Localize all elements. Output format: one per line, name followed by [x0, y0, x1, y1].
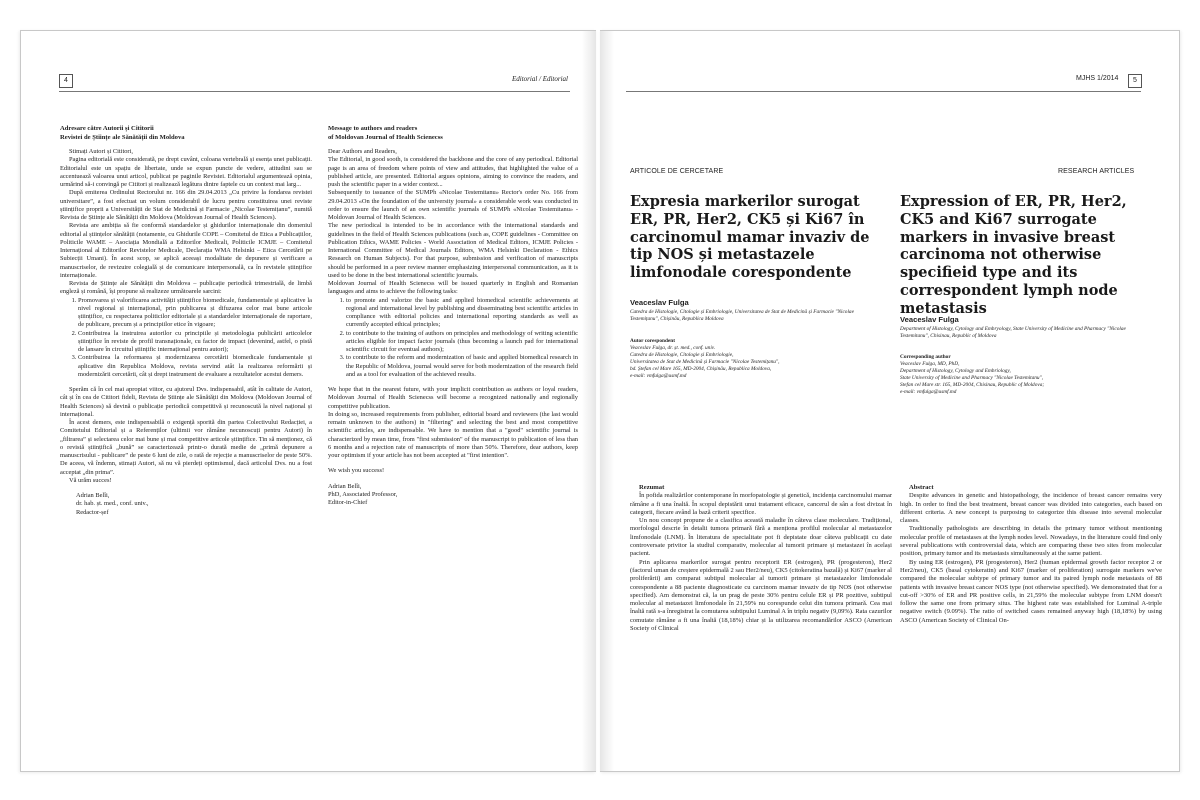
signature-line: dr. hab. șt. med., conf. univ.,: [76, 500, 149, 508]
signature-line: Editor-in-Chief: [328, 499, 368, 507]
signature-line: PhD, Associated Professor,: [328, 490, 398, 498]
abstract-en-paragraph: Despite advances in genetic and histopathology, the incidence of breast cancer remains very high. In order to find the best treatment, breast cancer was divided into categories, each based on different criteria. A new concept is purposing to categorize this disease into several molecular classes.: [900, 492, 1162, 525]
editorial-ro-task-list: [60, 297, 312, 380]
editorial-ro-column: [60, 125, 312, 517]
list-item: 2. Contribuirea la instruirea autorilor cu principiile și metodologia publicării articolelor științifice în reviste de profil transnaționale, cu factor de impact (devenind, astfel, o pistă de lansare în circuitul științific internațional pentru autori);: [78, 330, 312, 355]
corr-line: Universitatea de Stat de Medicină și Farmacie "Nicolae Testemițanu",: [630, 359, 780, 365]
abstract-en-paragraph: By using ER (estrogen), PR (progesteron), Her2 (human epidermal growth factor receptor 2 or Her2/neu), CK5 (basal cytokeratin) and Ki67 (marker of proliferation) surrogate markers we've compared the molecular subtype of primary tumor and its paired lymph node metastasis of 88 patients with invasive breast cancer NOS type (not otherwise specified). We demonstrated that for a cut-off >30% of ER and PR positive cells, in 21,59% the molecular subtype from LNM doesn't follow the same one from primary situs. The highest rate was established for Luminal A-triple negative switch (9.09%). The ratio of switched cases remained anyway high (18,18%) by using ASCO (American Society of Clinical On-: [900, 558, 1162, 624]
right-page: [600, 30, 1180, 772]
signature-line: Adrian Belîi,: [328, 482, 362, 490]
header-rule-left: [59, 91, 570, 92]
affiliation-ro: Catedra de Histologie, Citologie și Embriologie, Universitatea de Stat de Medicină și Farmacie "Nicolae Testemițanu", Chișinău, Republica Moldova: [630, 309, 854, 322]
editorial-ro-signature: [60, 492, 312, 517]
editorial-ro-paragraph: Revista de Științe ale Sănătății din Moldova – publicație periodică trimestrială, de limbă engleză și română, își propune să realizeze următoarele sarcini:: [60, 280, 312, 296]
article-title-en: Expression of ER, PR, Her2, CK5 and Ki67 surrogate markers in invasive breast carcinoma not otherwise specifieid type and its correspondent lymph node metastasis: [900, 193, 1127, 317]
left-page: [20, 30, 596, 772]
editorial-en-paragraph: Subsequently to issuance of the SUMPh «Nicolae Testemitanu» Rector's order No. 166 from 29.04.2013 «On the foundation of the university journal» a considerable work was conducted in order to ensure the launch of an own scientific journals of SUMPh «Nicolae Testemitanu» - Moldovan Journal of Health Sciences.: [328, 189, 578, 222]
editorial-ro-salutation: Stimați Autori și Cititori,: [69, 148, 133, 156]
author-en: Veaceslav Fulga: [900, 315, 959, 324]
editorial-ro-heading-line2: Revistei de Științe ale Sănătății din Moldova: [60, 133, 185, 141]
section-label-en: RESEARCH ARTICLES: [1058, 168, 1135, 175]
gutter-shadow-right: [600, 31, 614, 771]
editorial-en-column: [328, 125, 578, 507]
editorial-en-heading-line2: of Moldovan Journal of Health Scienecss: [328, 133, 443, 141]
editorial-en-heading-line1: Message to authors and readers: [328, 125, 418, 132]
corr-line: bd. Ștefan cel Mare 165, MD-2004, Chișinău, Republica Moldova,: [630, 366, 772, 372]
signature-line: Redactor-șef: [76, 508, 109, 516]
editorial-ro-paragraph: Pagina editorială este considerată, pe drept cuvânt, coloana vertebrală și esența unei publicații. Editorialul este un spațiu de libertate, unde se expun puncte de vedere, atitudini sau se accentuează valoarea unui articol, publicat pe paginile Revistei. Editorialul argumentează opinia, urmărind să-i convingă pe Cititori și realizează legătura dintre faptele cu un context mai larg...: [60, 156, 312, 189]
gutter-shadow-left: [582, 31, 596, 771]
editorial-ro-paragraph: Revista are ambiția să fie conformă standardelor și ghidurilor internaționale din domeniul editorial al științelor sănătății (notamente, cu Ghidurile COPE – Comitetul de Etica a Publicațiilor, Politicile WAME – Asociația Mondială a Editorilor Medicali, Politicile ICMJE – Comitetul Internațional al Editorilor Revistelor Medicale, Declarația WMA Helsinki – Etica Cercetării pe Subiecții Umani). În acest scop, se aplică aceeași modalitate de depunere și verificare a manuscriselor, de revizuire colegială și de comunicare interpersonală, ca în revistele științifice internaționale.: [60, 222, 312, 279]
header-rule-right: [626, 91, 1141, 92]
list-item: 1. to promote and valorize the basic and applied biomedical scientific achievements at regional and international level by publishing and disseminating best scientific articles in compliance with editorial policies and international reporting standards as well as currently accepted ethical principles;: [346, 297, 578, 330]
editorial-en-paragraph: Moldovan Journal of Health Scienecss will be issued quarterly in English and Romanian languages and aims to achieve the following tasks:: [328, 280, 578, 296]
abstract-ro-paragraph: Prin aplicarea markerilor surogat pentru receptorii ER (estrogen), PR (progesteron), Her2 (factorul uman de creștere epidermală 2 sau Her2/neu), CK5 (citokeratina bazală) și Ki67 (marker al proliferării) am comparat subtipul molecular al tumorii primare și metastazelor limfonodale corespondente a 88 paciente diagnosticate cu carcinom mamar invaziv de tip NOS (not otherwise specified). Am demonstrat că, la un prag de peste 30% pentru celule ER și PR pozitive, subtipul molecular al metastazei limfonodale în 21,59% nu corespunde celui din tumora primară. Cea mai înaltă rată s-a înregistrat la comutarea subtipului Luminal A în triplu negativ (9,09%). Rata cazurilor comutate rămâne a fi una înaltă (18,18%) chiar și la utilizarea recomandărilor ASCO (American Society of Clinical: [630, 558, 892, 633]
editorial-en-paragraph: In doing so, increased requirements from publisher, editorial board and reviewers (the last would remain unknown to the authors) in "filtering" and selecting the best and most competitive scientific articles, are indispensable. We have to mention that a "good" scientific journal is characterized by mean time, from "first submission" of the manuscript to publication of less than 6 months and a rejection rate of manuscripts of more than 50%. Therefore, dear authors, keep your optimism if your article has not been accepted at "first intention".: [328, 410, 578, 460]
corr-line: Department of Histology, Cytology and Embriology,: [900, 368, 1011, 374]
abstract-ro-title: Rezumat: [639, 484, 665, 491]
abstract-ro-paragraph: În pofida realizărilor contemporane în morfopatologie și genetică, incidența carcinomului mamar rămâne a fi una înaltă. În scopul depistării unui tratament eficace, cancerul de sân a fost divizat în categorii, fiecare având la bază criterii specifice.: [630, 492, 892, 516]
editorial-ro-heading-line1: Adresare către Autorii și Cititorii: [60, 125, 154, 132]
list-item: 2. to contribute to the training of authors on principles and methodology of writing scientific articles eligible for impact factor journals (thus becoming a launch pad for international scientific circuit for eventual authors);: [346, 330, 578, 355]
abstract-en-paragraph: Traditionally pathologists are describing in details the primary tumor without mentioning molecular profile of metastases at the lymph nodes level. Nowadays, in the literature could find only several publications with controversial data, which are comparing these two sites from molecular position, primary tumor and its metastasis simultaneously at the same patient.: [900, 525, 1162, 558]
editorial-en-closing: We wish you success!: [328, 467, 385, 475]
signature-line: Adrian Belîi,: [76, 492, 110, 500]
author-ro: Veaceslav Fulga: [630, 298, 689, 307]
corr-line: Stefan cel Mare str. 165, MD-2004, Chisinau, Republic of Moldova;: [900, 382, 1045, 388]
list-item: 1. Promovarea și valorificarea activității științifice biomedicale, fundamentale și aplicative la nivel regional și internațional, prin publicarea și difuzarea celor mai bune articole științifice, cu respectarea politicilor editoriale și a standardelor internaționale de raportare, de publicare, precum și a principiilor etice în vigoare;: [78, 297, 312, 330]
corr-line: Catedra de Histologie, Citologie și Embriologie,: [630, 352, 734, 358]
affiliation-en: Department of Histology, Cytology and Embryology, State University of Medicine and Pharmacy "Nicolae Testemitanu", Chisinau, Republic of Moldova: [900, 326, 1126, 339]
running-head-left: Editorial / Editorial: [511, 75, 568, 83]
editorial-ro-closing: Vă urăm succes!: [69, 476, 112, 484]
corresponding-author-label: Corresponding author: [900, 354, 951, 360]
corr-line: State University of Medicine and Pharmacy "Nicolae Testemitanu",: [900, 375, 1044, 381]
abstract-en-title: Abstract: [909, 484, 934, 491]
corr-line: Veaceslav Fulga, dr. șt. med., conf. univ.: [630, 345, 716, 351]
corresponding-author-en: [900, 354, 1160, 396]
corr-line: Veaceslav Fulga, MD, PhD,: [900, 361, 960, 367]
editorial-en-signature: [328, 483, 578, 508]
corr-line: e-mail: vmfulga@usmf.md: [630, 373, 687, 379]
list-item: 3. Contribuirea la reformarea și modernizarea cercetării biomedicale fundamentale și aplicative din Republica Moldova, revista servind atât la realizarea reformării și modernizării cercetării, cât și drept instrument de evaluare a rezultatelor acestui demers.: [78, 354, 312, 379]
editorial-ro-paragraph: În acest demers, este indispensabilă o exigență sporită din partea Colectivului Redacției, a Comitetului Editorial și a Referenților (ultimii vor rămâne necunoscuți pentru Autori) în „filtrarea” și selectarea celor mai bune și mai competitive articole științifice. Tin să menționez, că o revistă științifică „bună” se caracterizează printr-o durată medie de „primă depunere a manuscrisului - publicare” de peste 6 luni de zile, o rată de rejecție a manuscriselor de peste 50%. De aceea, vă îndemn, stimați Autori, să nu vă pierdeți optimismul, dacă articolul Dvs. nu a fost acceptat „din prima”.: [60, 419, 312, 476]
editorial-ro-paragraph: Sperăm că în cel mai apropiat viitor, cu ajutorul Dvs. indispensabil, atât în calitate de Autori, cât și în cea de Cititori fideli, Revista de Științe ale Sănătății din Moldova (Moldovan Journal of Health Sciences) să devină o publicație periodică competitivă și recunoscută la nivel național și internațional.: [60, 386, 312, 418]
corresponding-author-ro: [630, 338, 880, 380]
editorial-ro-heading: [60, 125, 312, 142]
editorial-en-paragraph: The new periodical is intended to be in accordance with the international standards and guidelines in the field of Health Sciences publications (such as, COPE guidelines - Committee on Publication Ethics, WAME Policies - World Association of Medical Editors, ICMJE Policies - International Committee of Medical Journals Editors, WMA Helsinki Declaration - Ethics Research on Human Subjects). For that purpose, submission and verification of manuscripts should be performed in a peer review manner emphasizing interpersonal communication, as it is used to be done in the best international scientific journals.: [328, 222, 578, 279]
section-label-ro: ARTICOLE DE CERCETARE: [630, 168, 724, 175]
abstract-ro-paragraph: Un nou concept propune de a clasifica această maladie în câteva clase moleculare. Tradițional, morfologul descrie în detalii tumora primară fără a menționa profilul molecular al metastazelor limfonodale (LNM). În literatura de specialitate pot fi depistate doar câteva publicații cu date controversate privitor la studiul comparativ, molecular al tumorii primare și metastazei în același pacient.: [630, 517, 892, 558]
editorial-en-salutation: Dear Authors and Readers,: [328, 148, 397, 156]
page-number-left: 4: [59, 74, 73, 88]
running-head-right: MJHS 1/2014: [1076, 75, 1119, 82]
abstract-en: [900, 484, 1162, 625]
editorial-en-paragraph: The Editorial, in good sooth, is considered the backbone and the core of any periodical. Editorial page is an area of freedom where points of view and attitudes, that highlighted the value of a published article, are presented. Editorial argues opinions, aiming to convince the readers, and push the scientific paper in a wider context...: [328, 156, 578, 189]
page-number-right: 5: [1128, 74, 1142, 88]
list-item: 3. to contribute to the reform and modernization of basic and applied biomedical research in the Republic of Moldova, journal would serve for both modernization of the research field and as a tool for evaluation of the achieved results.: [346, 354, 578, 379]
article-title-ro: Expresia markerilor surogat ER, PR, Her2, CK5 și Ki67 în carcinomul mamar invaziv de tip NOS și metastazele limfonodale corespondente: [630, 193, 870, 282]
editorial-ro-paragraph: După emiterea Ordinului Rectorului nr. 166 din 29.04.2013 „Cu privire la fondarea revistei universitare”, a fost efectuat un volum considerabil de lucru pentru constituirea unei reviste științifice proprii a Universității de Stat de Medicină și Farmacie „Nicolae Testemițanu”, numită Revista de Științe ale Sănătății din Moldova (Moldovan Journal of Health Sciences).: [60, 189, 312, 222]
corresponding-author-label: Autor corespondent: [630, 338, 675, 344]
abstract-ro: [630, 484, 892, 633]
editorial-en-paragraph: We hope that in the nearest future, with your implicit contribution as authors or loyal readers, Moldovan Journal of Health Scienecss will become a recognized nationally and regionally competitive publication.: [328, 386, 578, 410]
editorial-en-heading: [328, 125, 578, 142]
corr-line: e-mail: vmfulga@usmf.md: [900, 389, 957, 395]
editorial-en-task-list: [328, 297, 578, 380]
